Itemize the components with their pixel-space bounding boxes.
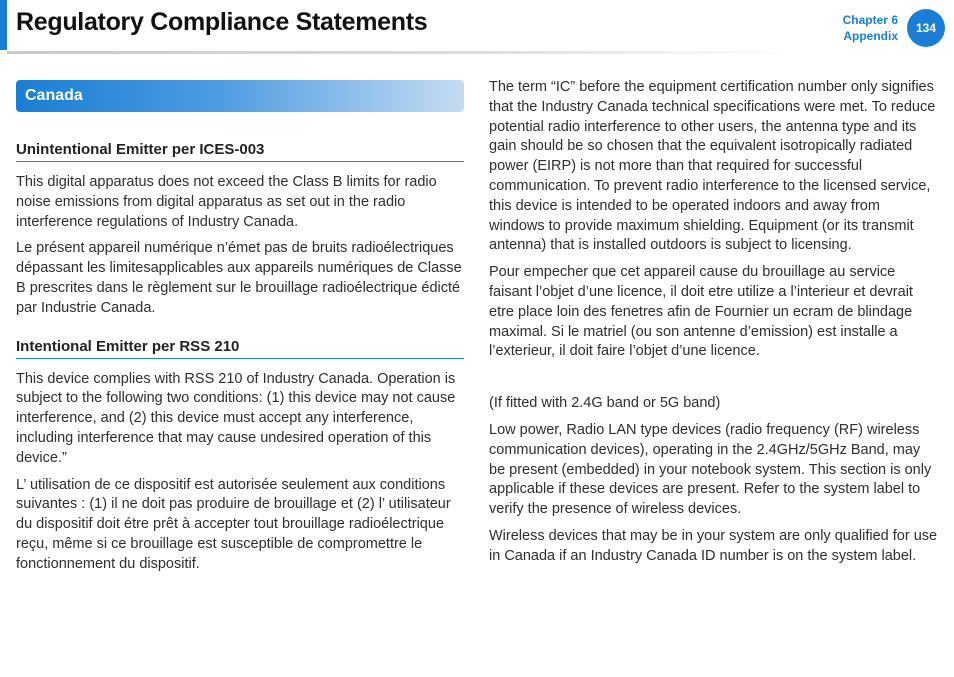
paragraph: The term “IC” before the equipment certification number only signifies that the Industry Canada technical specifications were met. To reduce potential radio interference to other users, the antenna type and its gain should be so chosen that the equivalent isotropically radiated power (EIRP) is not more than that required for successful communication. To prevent radio interference to the licensed service, this device is intended to be operated indoors and away from windows to provide maximum shielding. Equipment (or its transmit antenna) that is installed outdoors is subject to licensing. bbox=[489, 79, 936, 254]
paragraph: Pour empecher que cet appareil cause du brouillage au service faisant l’objet d’une licence, il doit etre utilize a l’interieur et devrait etre place loin des fenetres afin de Fournier un ecram de blindage maximal. Si le matriel (ou son antenne d’emission) est installe a l’exterieur, il doit faire l’objet d’une licence. bbox=[489, 264, 913, 360]
header-accent-bar bbox=[0, 0, 7, 50]
page-number-badge: 134 bbox=[907, 9, 945, 47]
chapter-number: Chapter 6 bbox=[842, 13, 898, 27]
subheading-ices-003: Unintentional Emitter per ICES-003 bbox=[16, 141, 464, 162]
section-banner-canada: Canada bbox=[16, 80, 464, 112]
paragraph: Wireless devices that may be in your system are only qualified for use in Canada if an Industry Canada ID number is on the system label. bbox=[489, 527, 938, 564]
header-divider bbox=[7, 51, 797, 54]
paragraph: This digital apparatus does not exceed the Class B limits for radio noise emissions from digital apparatus as set out in the radio interference regulations of Industry Canada. bbox=[16, 174, 437, 230]
paragraph: Low power, Radio LAN type devices (radio frequency (RF) wireless communication devices), operating in the 2.4GHz/5GHz Band, may be present (embedded) in your notebook system. This section is only applicable if these devices are present. Refer to the system label to verify the presence of wireless devices. bbox=[489, 421, 932, 518]
band-note: (If fitted with 2.4G band or 5G band) bbox=[489, 395, 721, 412]
chapter-section: Appendix bbox=[843, 29, 898, 43]
right-column bbox=[489, 78, 939, 567]
paragraph: L’ utilisation de ce dispositif est autorisée seulement aux conditions suivantes : (1) il ne doit pas produire de brouillage et (2) l’ utilisateur du dispositif doit étre prêt à accepter tout brouillage radioélectrique reçu, même si ce brouillage est susceptible de compromettre le fonctionnement du dispositif. bbox=[16, 476, 451, 572]
page-title: Regulatory Compliance Statements bbox=[16, 8, 428, 36]
paragraph: This device complies with RSS 210 of Industry Canada. Operation is subject to the following two conditions: (1) this device may not cause interference, and (2) this device must accept any interference, including interference that may cause undesired operation of this device.” bbox=[16, 370, 456, 466]
subheading-rss-210: Intentional Emitter per RSS 210 bbox=[16, 338, 464, 359]
left-column bbox=[16, 80, 464, 575]
paragraph: Le présent appareil numérique n’émet pas de bruits radioélectriques dépassant les limitesapplicables aux appareils numériques de Classe B prescrites dans le règlement sur le brouillage radioélectrique édicté par Industrie Canada. bbox=[16, 240, 462, 316]
chapter-label bbox=[843, 12, 898, 44]
